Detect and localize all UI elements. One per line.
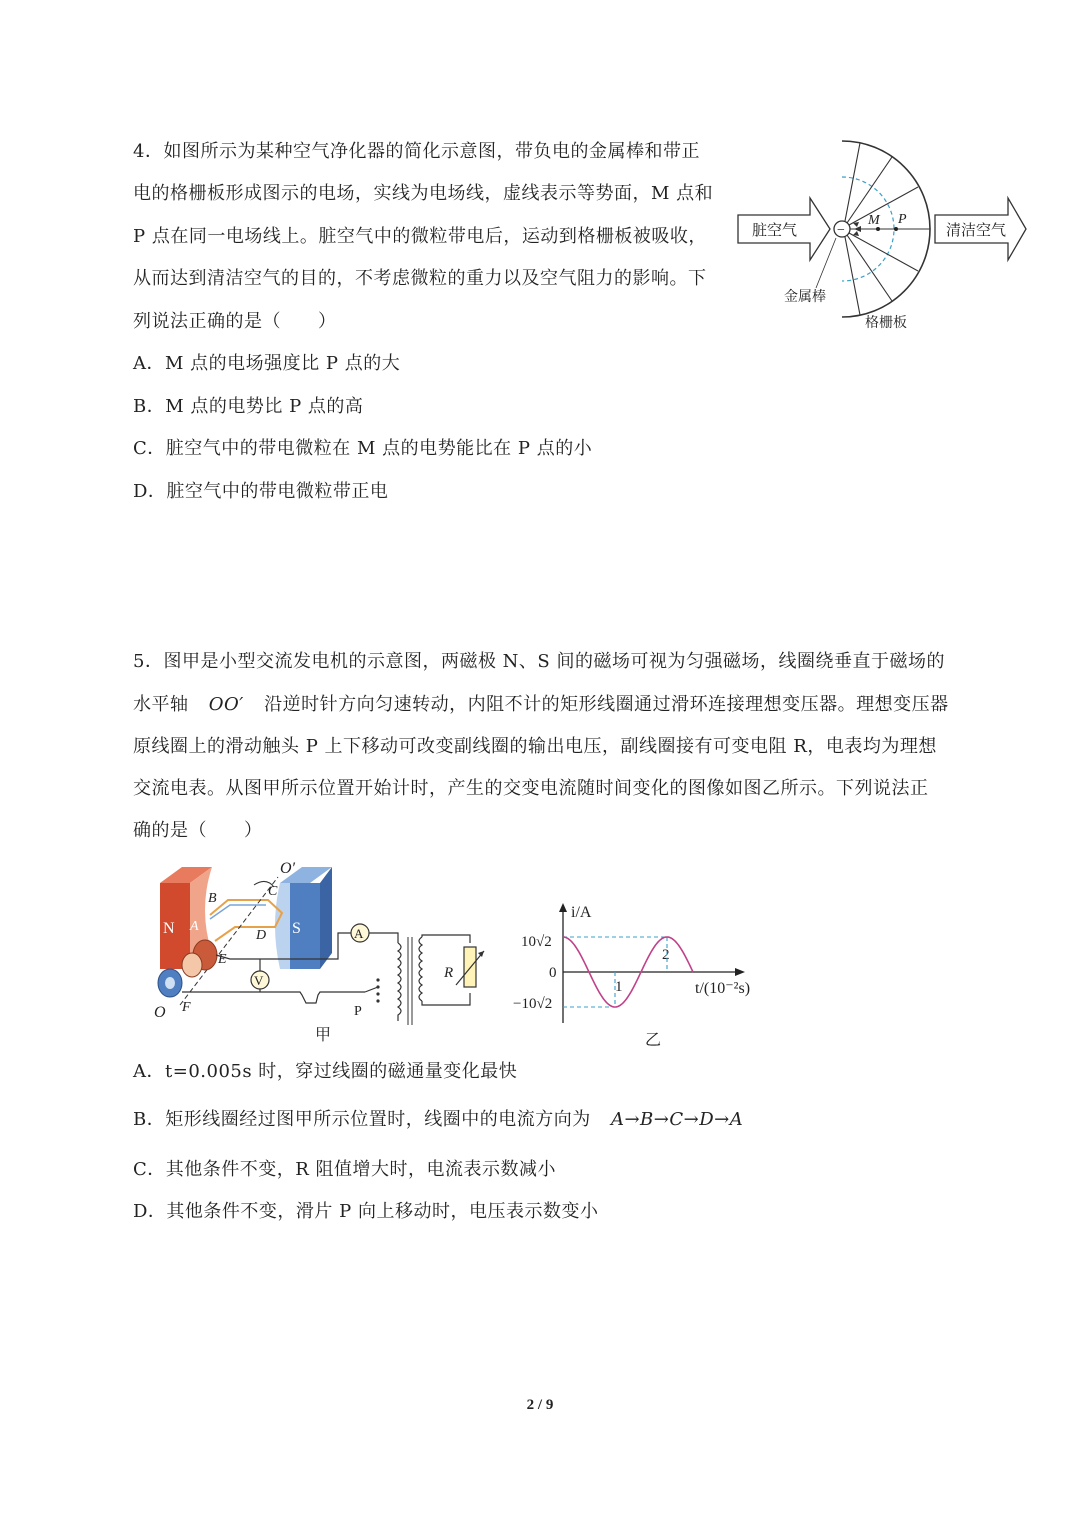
q4-line: P 点在同一电场线上。脏空气中的微粒带电后，运动到格栅板被吸收， [133, 226, 707, 247]
x-tick-1: 1 [615, 979, 623, 995]
q5-line2-prefix: 水平轴 [133, 694, 189, 715]
q4-option-d: D．脏空气中的带电微粒带正电 [133, 481, 389, 502]
label-e: E [218, 952, 227, 967]
y-tick-bottom: −10√2 [513, 996, 553, 1012]
q5-option-d: D．其他条件不变，滑片 P 向上移动时，电压表示数变小 [133, 1201, 599, 1222]
point-m-label: M [868, 213, 880, 228]
dirty-air-label: 脏空气 [752, 223, 798, 239]
air-purifier-diagram [730, 130, 1030, 340]
q4-line: 列说法正确的是（ ） [133, 311, 337, 332]
resistor-label: R [444, 965, 454, 981]
q5-line: 交流电表。从图甲所示位置开始计时，产生的交变电流随时间变化的图像如图乙所示。下列说法正 [133, 778, 929, 799]
point-p-dot [894, 227, 898, 231]
label-c: C [268, 884, 278, 899]
secondary-circuit-bottom [422, 993, 470, 1005]
q4-option-c: C．脏空气中的带电微粒在 M 点的电势能比在 P 点的小 [133, 438, 593, 459]
q4-option-b: B．M 点的电势比 P 点的高 [133, 396, 364, 417]
clean-air-label: 清洁空气 [946, 223, 1007, 239]
x-axis-label: t/(10⁻²s) [695, 980, 751, 997]
current-path: A→B→C→D→A [610, 1109, 744, 1130]
coil-loop [210, 900, 282, 941]
label-o: O [154, 1004, 166, 1021]
slider-p-wire [365, 987, 378, 992]
generator-diagram [150, 855, 490, 1050]
current-time-graph [505, 895, 775, 1050]
secondary-coil [419, 937, 422, 1001]
voltmeter-label: V [254, 973, 264, 988]
secondary-circuit [422, 935, 470, 943]
y-tick-zero: 0 [549, 965, 557, 981]
slider-p-label: P [354, 1004, 362, 1019]
q4-line: 4．如图所示为某种空气净化器的简化示意图，带负电的金属棒和带正 [133, 141, 700, 162]
minus-sign: − [837, 223, 845, 238]
metal-rod-label: 金属棒 [784, 290, 826, 305]
q5-line: 原线圈上的滑动触头 P 上下移动可改变副线圈的输出电压，副线圈接有可变电阻 R，电表均为理想 [133, 736, 937, 757]
q5-line2-rest: 沿逆时针方向匀速转动，内阻不计的矩形线圈通过滑环连接理想变压器。理想变压器 [264, 694, 949, 715]
label-o-prime: O′ [280, 860, 296, 877]
q5-option-a: A．t=0.005s 时，穿过线圈的磁通量变化最快 [133, 1061, 518, 1082]
y-axis-label: i/A [571, 904, 592, 921]
ammeter-label: A [354, 926, 364, 941]
q4-line: 电的格栅板形成图示的电场，实线为电场线，虚线表示等势面，M 点和 [133, 183, 714, 204]
q5-line: 5．图甲是小型交流发电机的示意图，两磁极 N、S 间的磁场可视为匀强磁场，线圈绕垂直于磁场的 [133, 651, 945, 672]
figure-yi-caption: 乙 [645, 1032, 662, 1049]
q4-line: 从而达到清洁空气的目的，不考虑微粒的重力以及空气阻力的影响。下 [133, 268, 707, 289]
page-number: 2 / 9 [526, 1397, 554, 1413]
q5-option-c: C．其他条件不变，R 阻值增大时，电流表示数减小 [133, 1159, 557, 1180]
primary-coil [398, 943, 401, 1021]
x-tick-2: 2 [662, 947, 670, 963]
label-a: A [190, 919, 199, 934]
variable-resistor [464, 947, 476, 987]
axis-symbol: OO′ [208, 694, 244, 715]
label-f: F [182, 1000, 191, 1015]
point-p-label: P [898, 212, 907, 227]
y-tick-top: 10√2 [521, 934, 552, 950]
q4-option-a: A．M 点的电场强度比 P 点的大 [133, 353, 401, 374]
magnet-n-label: N [163, 920, 175, 937]
magnet-s-label: S [292, 920, 301, 937]
label-b: B [208, 891, 217, 906]
slip-ring-inner [182, 953, 202, 977]
label-d: D [256, 928, 267, 943]
field-arrowheads [853, 222, 861, 236]
graph-axes [563, 909, 737, 1023]
primary-taps [376, 978, 379, 1002]
grid-plate-label: 格栅板 [865, 316, 907, 331]
slip-ring-f-inner [165, 977, 175, 989]
resistor-arrowhead [478, 951, 484, 957]
q5-line-2 [133, 693, 949, 717]
figure-jia-caption: 甲 [315, 1027, 332, 1044]
q5-option-b-text: B．矩形线圈经过图甲所示位置时，线圈中的电流方向为 [133, 1109, 591, 1130]
q5-line: 确的是（ ） [133, 820, 263, 841]
y-axis-arrowhead [559, 903, 567, 912]
q5-option-b [133, 1108, 743, 1132]
x-axis-arrowhead [735, 968, 745, 976]
south-pole-side [320, 867, 332, 969]
